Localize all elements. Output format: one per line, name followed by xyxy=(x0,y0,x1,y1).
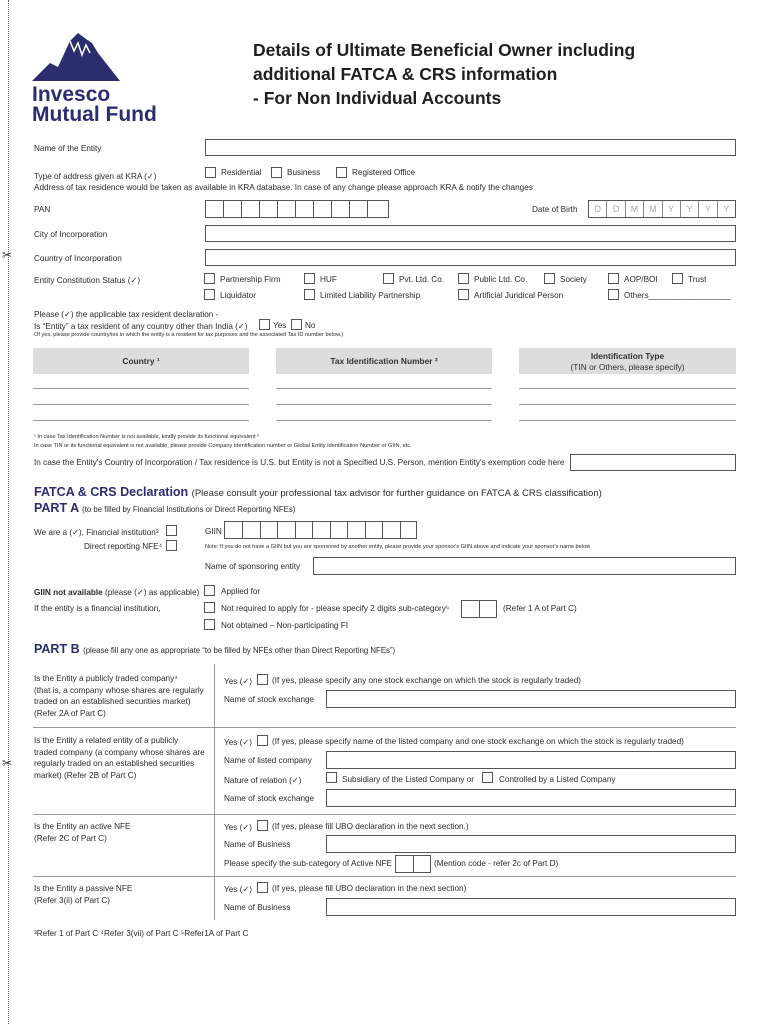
pvt-ltd-label: Pvt. Ltd. Co. xyxy=(399,275,445,284)
address-type-label: Type of address given at KRA (✓) xyxy=(34,172,157,181)
idtype-col-text: Identification Type xyxy=(590,351,665,361)
tax-yes-checkbox[interactable] xyxy=(259,319,270,330)
q4-business-label: Name of Business xyxy=(224,903,291,912)
tin-col-header xyxy=(276,348,492,374)
tax-row-line[interactable] xyxy=(276,388,492,389)
q4-line: Is the Entity a passive NFE xyxy=(34,884,133,893)
tax-no-checkbox[interactable] xyxy=(291,319,302,330)
tin-col-text: Tax Identification Number ² xyxy=(330,356,438,366)
public-ltd-label: Public Ltd. Co. xyxy=(474,275,528,284)
title-line3: - For Non Individual Accounts xyxy=(253,88,502,108)
scissors-icon: ✂ xyxy=(2,248,13,262)
giin-field[interactable] xyxy=(224,521,417,539)
us-exemption-label: In case the Entity's Country of Incorporation / Tax residence is U.S. but Entity is not a Specified U.S. Person, mention Entity's exemption code here xyxy=(34,458,565,467)
q3-subcategory-field[interactable] xyxy=(395,855,431,873)
tax-row-line[interactable] xyxy=(519,388,736,389)
applied-for-label: Applied for xyxy=(221,587,261,596)
aop-boi-label: AOP/BOI xyxy=(624,275,658,284)
q2-controlled-checkbox[interactable] xyxy=(482,772,493,783)
fatca-heading xyxy=(34,485,602,499)
part-b-text: PART B xyxy=(34,642,80,656)
tax-row-line[interactable] xyxy=(519,404,736,405)
country-col-text: Country ¹ xyxy=(122,356,160,366)
not-obtained-label: Not obtained – Non-participating FI xyxy=(221,621,348,630)
q1-text xyxy=(34,673,204,719)
tax-row-line[interactable] xyxy=(519,420,736,421)
q2-yes-label: Yes (✓) xyxy=(224,738,252,747)
q2-listed-field[interactable] xyxy=(326,751,736,769)
pan-field[interactable] xyxy=(205,200,389,218)
not-required-checkbox[interactable] xyxy=(204,602,215,613)
q2-exchange-field[interactable] xyxy=(326,789,736,807)
giin-na-checkbox[interactable] xyxy=(204,585,215,596)
giin-label: GIIN xyxy=(205,527,222,536)
aop-boi-checkbox[interactable] xyxy=(608,273,619,284)
business-label: Business xyxy=(287,168,321,177)
pvt-ltd-checkbox[interactable] xyxy=(383,273,394,284)
dob-year4: Y xyxy=(723,204,730,214)
part-b-divider xyxy=(214,664,215,920)
tax-yes-label: Yes xyxy=(273,321,287,330)
q4-business-field[interactable] xyxy=(326,898,736,916)
q4-line: (Refer 3(ii) of Part C) xyxy=(34,895,110,905)
country-col-header xyxy=(33,348,249,374)
dob-day1: D xyxy=(589,201,607,217)
row-separator xyxy=(33,876,736,877)
q4-yes-checkbox[interactable] xyxy=(257,882,268,893)
part-b-footnote: ³Refer 1 of Part C ⁴Refer 3(vii) of Part C ⁵Refer1A of Part C xyxy=(34,929,249,938)
dob-year1: Y xyxy=(663,201,681,217)
ajp-checkbox[interactable] xyxy=(458,289,469,300)
mountain-logo-icon xyxy=(32,33,122,85)
country-label: Country of Incorporation xyxy=(34,254,122,263)
sponsor-field[interactable] xyxy=(313,557,736,575)
llp-label: Limited Liability Partnership xyxy=(320,291,421,300)
q1-exchange-label: Name of stock exchange xyxy=(224,695,315,704)
q4-text xyxy=(34,883,132,906)
city-field[interactable] xyxy=(205,225,736,242)
q2-yes-note: (If yes, please specify name of the listed company and one stock exchange on which the stock is regularly traded) xyxy=(272,737,684,746)
residential-checkbox[interactable] xyxy=(205,167,216,178)
q3-yes-checkbox[interactable] xyxy=(257,820,268,831)
part-a-heading xyxy=(34,501,295,515)
title-line1: Details of Ultimate Beneficial Owner including xyxy=(253,40,636,60)
q2-subsidiary-label: Subsidiary of the Listed Company or xyxy=(342,775,474,784)
status-label: Entity Constitution Status (✓) xyxy=(34,276,141,285)
tax-no-label: No xyxy=(305,321,316,330)
dob-label: Date of Birth xyxy=(532,205,578,214)
trust-label: Trust xyxy=(688,275,707,284)
tax-row-line[interactable] xyxy=(33,388,249,389)
giin-note: Note: If you do not have a GIIN but you are sponsored by another entity, please provide your sponsor's GIIN above and indicate your sponsor's name below xyxy=(205,544,591,550)
public-ltd-checkbox[interactable] xyxy=(458,273,469,284)
giin-na-label xyxy=(34,587,199,597)
residential-label: Residential xyxy=(221,168,262,177)
huf-checkbox[interactable] xyxy=(304,273,315,284)
direct-reporting-label: Direct reporting NFE⁴ xyxy=(84,542,163,551)
entity-name-field[interactable] xyxy=(205,139,736,156)
business-checkbox[interactable] xyxy=(271,167,282,178)
q1-exchange-field[interactable] xyxy=(326,690,736,708)
q3-business-label: Name of Business xyxy=(224,840,291,849)
logo xyxy=(32,33,177,128)
page-title xyxy=(253,38,635,110)
idtype-col-header xyxy=(519,348,736,374)
tax-row-line[interactable] xyxy=(33,404,249,405)
q3-yes-note: (If yes, please fill UBO declaration in the next section.) xyxy=(272,822,469,831)
partnership-checkbox[interactable] xyxy=(204,273,215,284)
q2-exchange-label: Name of stock exchange xyxy=(224,794,315,803)
q3-line: Is the Entity an active NFE xyxy=(34,822,131,831)
others-label: Others__________________ xyxy=(624,291,731,300)
tax-row-line[interactable] xyxy=(276,404,492,405)
ajp-label: Artificial Juridical Person xyxy=(474,291,564,300)
title-line2: additional FATCA & CRS information xyxy=(253,64,558,84)
q2-yes-checkbox[interactable] xyxy=(257,735,268,746)
q2-line: regularly traded on an established securities xyxy=(34,759,195,768)
sponsor-label: Name of sponsoring entity xyxy=(205,562,301,571)
footnote-2: In case TIN or its functional equivalent is not available, please provide Company Identification number or Global Entity Identification Number or GIIN, etc. xyxy=(34,443,412,449)
part-b-heading xyxy=(34,642,395,656)
q3-line: (Refer 2C of Part C) xyxy=(34,833,107,843)
direct-reporting-checkbox[interactable] xyxy=(166,540,177,551)
q3-business-field[interactable] xyxy=(326,835,736,853)
scissors-icon: ✂ xyxy=(2,756,13,770)
q3-code-note: (Mention code - refer 2c of Part D) xyxy=(434,859,559,868)
q1-line: (Refer 2A of Part C) xyxy=(34,708,106,718)
giin-na-sub: (please (✓) as applicable) xyxy=(104,588,200,597)
city-label: City of Incorporation xyxy=(34,230,108,239)
tax-note: Of yes, please provide country/ies in which the entity is a resident for tax purposes and the associated Tax ID number below.) xyxy=(34,332,344,338)
dob-field[interactable] xyxy=(588,200,736,218)
not-obtained-checkbox[interactable] xyxy=(204,619,215,630)
q2-listed-label: Name of listed company xyxy=(224,756,312,765)
q1-yes-note: (If yes, please specify any one stock exchange on which the stock is regularly traded) xyxy=(272,676,582,685)
us-exemption-field[interactable] xyxy=(570,454,736,471)
logo-line1: Invesco xyxy=(32,83,111,106)
idtype-col-text2: (TIN or Others, please specify) xyxy=(570,362,685,372)
q2-line: market) (Refer 2B of Part C) xyxy=(34,770,137,780)
q2-text xyxy=(34,735,205,781)
q1-yes-label: Yes (✓) xyxy=(224,677,252,686)
huf-label: HUF xyxy=(320,275,337,284)
footnote-1: ¹ In case Tax Identification Number is not available, kindly provide its functional equivalent ² xyxy=(34,434,260,440)
giin-na-text: GIIN not available xyxy=(34,588,103,597)
fatca-heading-text: FATCA & CRS Declaration xyxy=(34,485,189,499)
q4-yes-label: Yes (✓) xyxy=(224,885,252,894)
we-are-label: We are a (✓), Financial institution³ xyxy=(34,528,159,537)
fatca-heading-sub: (Please consult your professional tax advisor for further guidance on FATCA & CRS classification) xyxy=(191,488,602,499)
liquidator-checkbox[interactable] xyxy=(204,289,215,300)
partnership-label: Partnership Firm xyxy=(220,275,281,284)
q2-controlled-label: Controlled by a Listed Company xyxy=(499,775,616,784)
country-field[interactable] xyxy=(205,249,736,266)
q1-line: (that is, a company whose shares are regularly xyxy=(34,685,204,695)
logo-line2: Mutual Fund xyxy=(32,103,157,126)
entity-name-label: Name of the Entity xyxy=(34,144,102,153)
part-a-text: PART A xyxy=(34,501,79,515)
q3-yes-label: Yes (✓) xyxy=(224,823,252,832)
dob-day2: D xyxy=(607,201,625,217)
llp-checkbox[interactable] xyxy=(304,289,315,300)
society-checkbox[interactable] xyxy=(544,273,555,284)
subcategory-field[interactable] xyxy=(461,600,497,618)
registered-office-checkbox[interactable] xyxy=(336,167,347,178)
q2-line: Is the Entity a related entity of a publicly xyxy=(34,736,179,745)
financial-institution-checkbox[interactable] xyxy=(166,525,177,536)
q3-subcategory-label: Please specify the sub-category of Active NFE xyxy=(224,859,392,868)
registered-office-label: Registered Office xyxy=(352,168,416,177)
liquidator-label: Liquidator xyxy=(220,291,256,300)
trust-checkbox[interactable] xyxy=(672,273,683,284)
tax-question-1: Please (✓) the applicable tax resident declaration - xyxy=(34,310,219,319)
dob-month1: M xyxy=(626,201,644,217)
q2-relation-label: Nature of relation (✓) xyxy=(224,776,302,785)
row-separator xyxy=(33,727,736,728)
q1-line: Is the Entity a publicly traded company⁴ xyxy=(34,674,178,683)
part-a-sub: (to be filled by Financial Institutions or Direct Reporting NFEs) xyxy=(82,505,296,514)
tax-row-line[interactable] xyxy=(33,420,249,421)
q1-line: traded on an established securities market) xyxy=(34,697,191,706)
dob-year2: Y xyxy=(681,201,699,217)
tax-question-2: Is “Entity” a tax resident of any country other than India (✓) xyxy=(34,322,248,331)
q2-subsidiary-checkbox[interactable] xyxy=(326,772,337,783)
fi-label: If the entity is a financial institution, xyxy=(34,604,161,613)
q3-text xyxy=(34,821,130,844)
dob-year3: Y xyxy=(699,201,717,217)
address-note: Address of tax residence would be taken as available in KRA database. In case of any change please approach KRA & notify the changes xyxy=(34,183,533,192)
not-required-label: Not required to apply for - please specify 2 digits sub-category⁵ xyxy=(221,604,450,613)
others-checkbox[interactable] xyxy=(608,289,619,300)
q1-yes-checkbox[interactable] xyxy=(257,674,268,685)
refer-1a-label: (Refer 1 A of Part C) xyxy=(503,604,577,613)
dob-month2: M xyxy=(644,201,662,217)
pan-label: PAN xyxy=(34,205,51,214)
q4-yes-note: (If yes, please fill UBO declaration in the next section) xyxy=(272,884,467,893)
tax-row-line[interactable] xyxy=(276,420,492,421)
part-b-sub: (please fill any one as appropriate “to be filled by NFEs other than Direct Reporting NFEs”) xyxy=(83,646,396,655)
row-separator xyxy=(33,814,736,815)
q2-line: traded company (a company whose shares are xyxy=(34,747,205,757)
cut-line xyxy=(8,0,9,1024)
society-label: Society xyxy=(560,275,587,284)
